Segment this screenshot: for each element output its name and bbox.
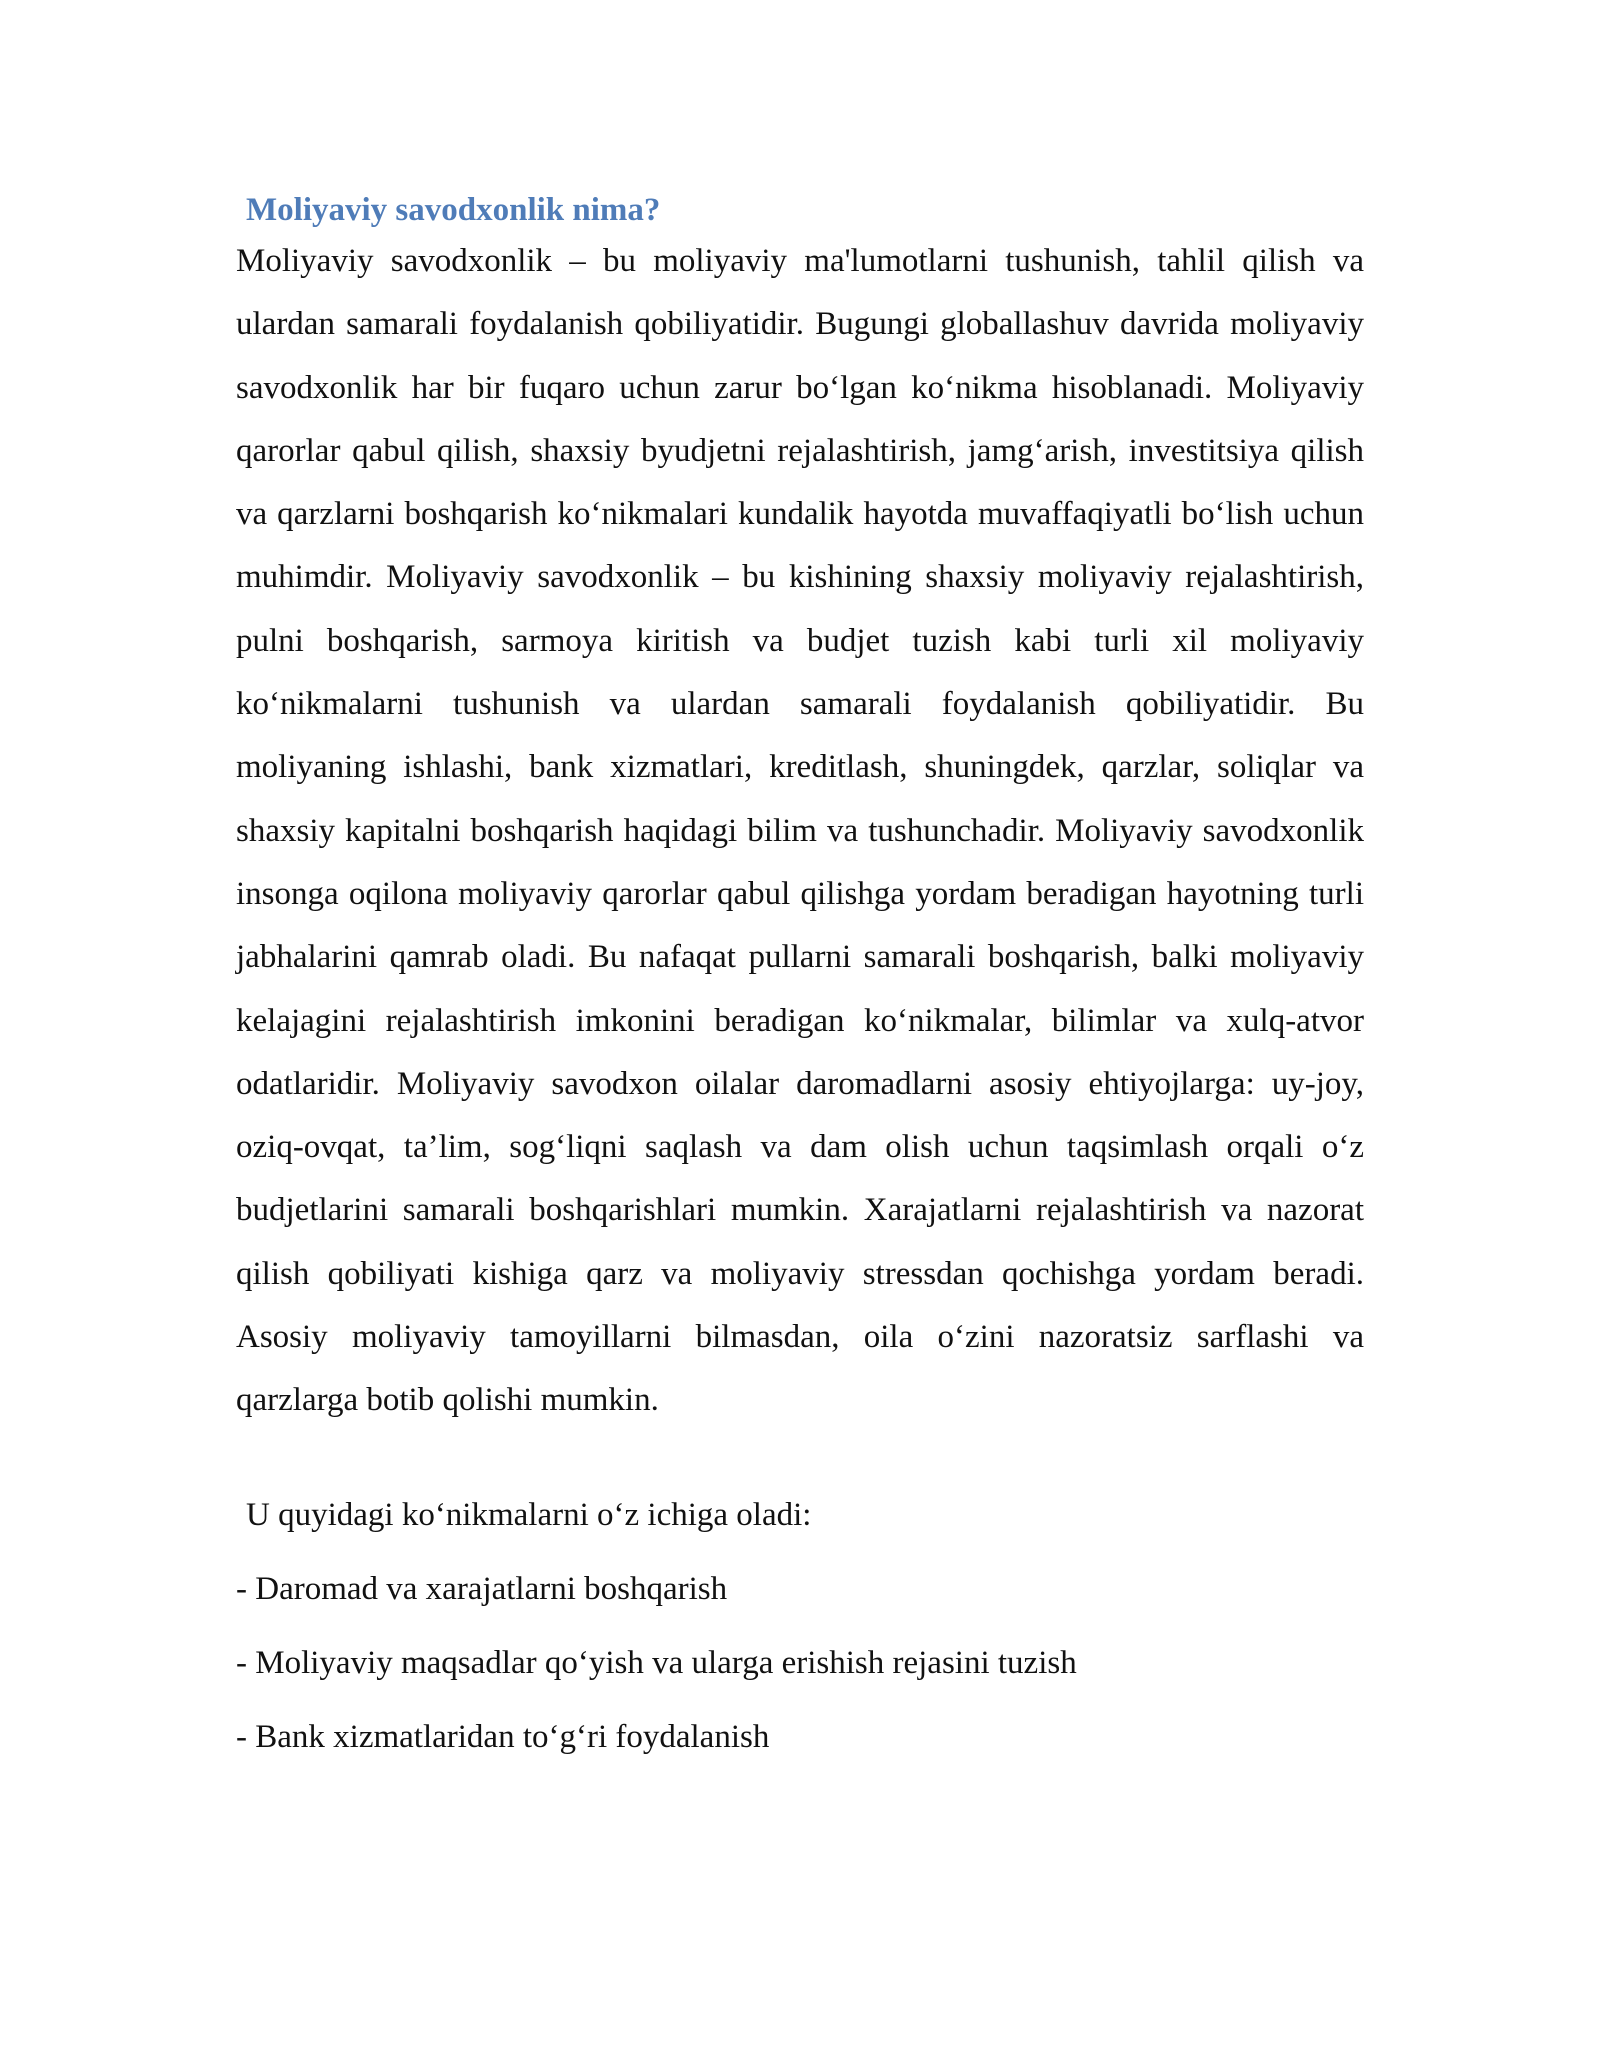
- list-item: - Bank xizmatlaridan to‘g‘ri foydalanish: [236, 1718, 770, 1755]
- document-content: [236, 190, 1364, 1791]
- skills-intro: U quyidagi ko‘nikmalarni o‘z ichiga oladi:: [246, 1496, 812, 1533]
- list-item: - Daromad va xarajatlarni boshqarish: [236, 1570, 728, 1607]
- skills-list: [236, 1569, 1364, 1757]
- document-heading: Moliyaviy savodxonlik nima?: [246, 192, 661, 228]
- list-item: - Moliyaviy maqsadlar qo‘yish va ularga erishish rejasini tuzish: [236, 1644, 1077, 1681]
- body-paragraph: Moliyaviy savodxonlik – bu moliyaviy ma'lumotlarni tushunish, tahlil qilish va ulardan samarali foydalanish qobiliyatidir. Bugungi globallashuv davrida moliyaviy savodxonlik har bir fuqaro uchun zarur bo‘lgan ko‘nikma hisoblanadi. Moliyaviy qarorlar qabul qilish, shaxsiy byudjetni rejalashtirish, jamg‘arish, investitsiya qilish va qarzlarni boshqarish ko‘nikmalari kundalik hayotda muvaffaqiyatli bo‘lish uchun muhimdir. Moliyaviy savodxonlik – bu kishining shaxsiy moliyaviy rejalashtirish, pulni boshqarish, sarmoya kiritish va budjet tuzish kabi turli xil moliyaviy ko‘nikmalarni tushunish va ulardan samarali foydalanish qobiliyatidir. Bu moliyaning ishlashi, bank xizmatlari, kreditlash, shuningdek, qarzlar, soliqlar va shaxsiy kapitalni boshqarish haqidagi bilim va tushunchadir. Moliyaviy savodxonlik insonga oqilona moliyaviy qarorlar qabul qilishga yordam beradigan hayotning turli jabhalarini qamrab oladi. Bu nafaqat pullarni samarali boshqarish, balki moliyaviy kelajagini rejalashtirish imkonini beradigan ko‘nikmalar, bilimlar va xulq-atvor odatlaridir. Moliyaviy savodxon oilalar daromadlarni asosiy ehtiyojlarga: uy-joy, oziq-ovqat, ta’lim, sog‘liqni saqlash va dam olish uchun taqsimlash orqali o‘z budjetlarini samarali boshqarishlari mumkin. Xarajatlarni rejalashtirish va nazorat qilish qobiliyati kishiga qarz va moliyaviy stressdan qochishga yordam beradi. Asosiy moliyaviy tamoyillarni bilmasdan, oila o‘zini nazoratsiz sarflashi va qarzlarga botib qolishi mumkin.: [236, 243, 1364, 1419]
